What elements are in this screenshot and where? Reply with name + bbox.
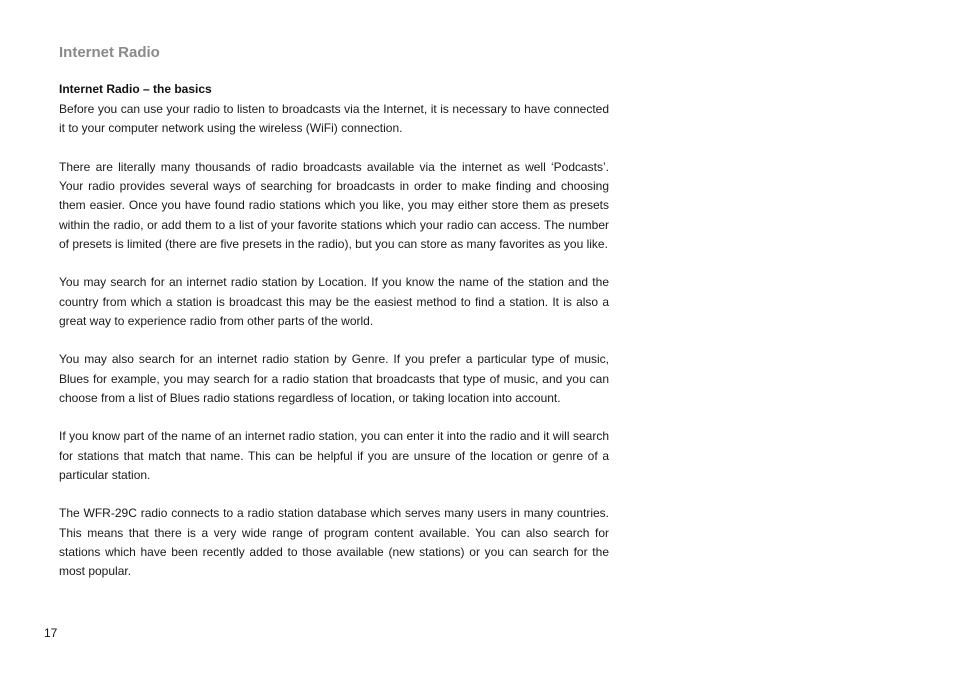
paragraph-broadcasts-presets: There are literally many thousands of radio broadcasts available via the internet as well ‘Podcasts’. Your radio provides several ways of searching for broadcasts in order to make finding and choosing them easier. Once you have found radio stations which you like, you may either store them as presets within the radio, or add them to a list of your favorite stations which your radio can access. The number of presets is limited (there are five presets in the radio), but you can store as many favorites as you like.: [59, 159, 609, 251]
paragraph-search-location: You may search for an internet radio station by Location. If you know the name of the station and the country from which a station is broadcast this may be the easiest method to find a station. It is also a great way to experience radio from other parts of the world.: [59, 275, 609, 328]
body-text: [59, 100, 609, 581]
paragraph-search-name: If you know part of the name of an internet radio station, you can enter it into the radio and it will search for stations that match that name. This can be helpful if you are unsure of the location or genre of a particular station.: [59, 429, 609, 482]
section-title: Internet Radio: [59, 44, 160, 61]
subheading: Internet Radio – the basics: [59, 82, 212, 96]
paragraph-station-database: The WFR-29C radio connects to a radio station database which serves many users in many countries. This means that there is a very wide range of program content available. You can also search for stations which have been recently added to those available (new stations) or you can search for the most popular.: [59, 506, 609, 578]
page-number: 17: [44, 626, 58, 640]
paragraph-search-genre: You may also search for an internet radio station by Genre. If you prefer a particular type of music, Blues for example, you may search for a radio station that broadcasts that type of music, and you can choose from a list of Blues radio stations regardless of location, or taking location into account.: [59, 352, 609, 405]
paragraph-wifi-connection: Before you can use your radio to listen to broadcasts via the Internet, it is necessary to have connected it to your computer network using the wireless (WiFi) connection.: [59, 102, 609, 136]
